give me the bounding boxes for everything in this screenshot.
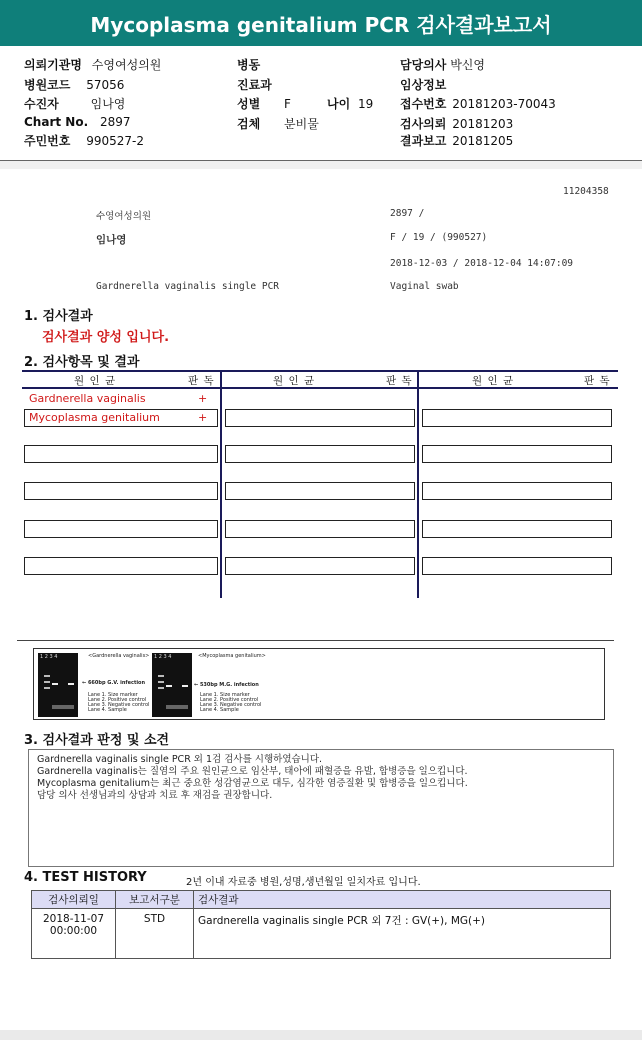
result-box xyxy=(24,482,218,500)
gel-left-band: 660bp G.V. infection xyxy=(87,680,146,686)
history-header-row xyxy=(32,891,611,909)
gel-right-legend-2: Lane 2. Positive control xyxy=(200,697,259,703)
dept-label: 진료과 xyxy=(237,78,272,92)
col-judge-3: 판 독 xyxy=(584,375,611,387)
col-pathogen-2: 원 인 균 xyxy=(273,375,316,387)
history-time: 00:00:00 xyxy=(49,925,98,937)
receipt-value: 20181203-70043 xyxy=(452,97,556,111)
gel-right-legend-4: Lane 4. Sample xyxy=(200,707,239,713)
specimen-value: 분비물 xyxy=(284,117,319,131)
result-box xyxy=(24,445,218,463)
age-label: 나이 xyxy=(327,97,351,111)
specimen-label: 검체 xyxy=(237,117,261,131)
gel-band xyxy=(158,675,164,677)
chart-label: Chart No. xyxy=(24,115,89,129)
table-top-rule xyxy=(22,370,618,372)
result-box xyxy=(422,557,612,575)
age-row xyxy=(327,95,373,112)
patient-row xyxy=(24,95,125,112)
print-dates: 2018-12-03 / 2018-12-04 14:07:09 xyxy=(390,258,574,269)
ward-label: 병동 xyxy=(237,58,261,72)
result-box xyxy=(225,520,415,538)
gel-band xyxy=(166,705,188,709)
ward-row xyxy=(237,56,260,73)
print-patient: 임나영 xyxy=(96,234,127,246)
gel-band xyxy=(158,687,164,689)
result-box xyxy=(225,445,415,463)
result-box xyxy=(422,445,612,463)
finding-line: Mycoplasma genitalium는 최근 중요한 성감염균으로 대두, 심각한 염증질환 및 합병증을 일으킵니다. xyxy=(37,778,468,789)
gel-left-title: <Gardnerella vaginalis> xyxy=(88,653,150,659)
request-row xyxy=(400,115,513,132)
finding-line: 담당 의사 선생님과의 상담과 치료 후 재검을 권장합니다. xyxy=(37,790,273,801)
receipt-row xyxy=(400,95,556,112)
report-row xyxy=(400,132,513,149)
result-box xyxy=(225,557,415,575)
gel-right-title: <Mycoplasma genitalium> xyxy=(198,653,266,659)
receipt-label: 접수번호 xyxy=(400,97,447,111)
table-row[interactable] xyxy=(32,909,611,959)
print-sex-age: F / 19 / (990527) xyxy=(390,232,488,243)
chart-row xyxy=(24,115,131,129)
chart-value: 2897 xyxy=(99,115,131,129)
history-col-type: 보고서구분 xyxy=(116,891,194,909)
sex-value: F xyxy=(284,97,291,111)
result-box xyxy=(225,482,415,500)
print-clinic: 수영여성의원 xyxy=(96,211,152,222)
item-result-2: + xyxy=(198,411,208,424)
section1-result: 검사결과 양성 입니다. xyxy=(42,330,170,345)
gel-image xyxy=(33,648,605,720)
result-box xyxy=(422,482,612,500)
gel-band xyxy=(182,685,188,687)
report-label: 결과보고 xyxy=(400,134,447,148)
col-pathogen-3: 원 인 균 xyxy=(472,375,515,387)
gel-left-legend-4: Lane 4. Sample xyxy=(88,707,127,713)
doctor-value: 박신영 xyxy=(450,58,485,72)
clinical-row xyxy=(400,76,446,93)
gel-right-band-label: ← 530bp M.G. infection xyxy=(194,682,259,688)
item-name-1: Gardnerella vaginalis xyxy=(29,392,146,405)
sex-label: 성별 xyxy=(237,97,261,111)
gel-band xyxy=(44,687,50,689)
print-chart: 2897 / xyxy=(390,208,425,219)
gel-left-legend-1: Lane 1. Size marker xyxy=(88,692,138,698)
history-col-result: 검사결과 xyxy=(194,891,611,909)
section4-title: 4. TEST HISTORY xyxy=(24,870,147,885)
id-label: 주민번호 xyxy=(24,134,71,148)
gel-right-legend-3: Lane 3. Negative control xyxy=(200,702,262,708)
gel-band xyxy=(44,675,50,677)
patient-label: 수진자 xyxy=(24,97,59,111)
gel-band xyxy=(52,683,58,685)
institution-label: 의뢰기관명 xyxy=(24,58,82,72)
item-name-2: Mycoplasma genitalium xyxy=(29,411,160,424)
gel-band xyxy=(166,685,172,687)
section1-title: 1. 검사결과 xyxy=(24,309,93,324)
print-test: Gardnerella vaginalis single PCR xyxy=(96,281,280,292)
history-table xyxy=(31,890,611,959)
result-box xyxy=(24,557,218,575)
section-divider xyxy=(17,640,614,641)
print-code: 11204358 xyxy=(563,186,609,197)
history-date: 2018-11-07 xyxy=(42,913,105,925)
doctor-label: 담당의사 xyxy=(400,58,447,72)
report-title: Mycoplasma genitalium PCR 검사결과보고서 xyxy=(0,0,642,46)
request-label: 검사의뢰 xyxy=(400,117,447,131)
gel-band xyxy=(52,705,74,709)
request-value: 20181203 xyxy=(452,117,514,131)
report-value: 20181205 xyxy=(452,134,514,148)
gel-electrophoresis-right xyxy=(152,653,192,717)
result-box xyxy=(422,409,612,427)
specimen-row xyxy=(237,115,319,132)
patient-value: 임나영 xyxy=(90,97,126,111)
page-bottom-band xyxy=(0,1030,642,1040)
gel-left-band-label: ← 660bp G.V. infection xyxy=(82,680,146,686)
age-value: 19 xyxy=(358,97,374,111)
clinical-label: 임상정보 xyxy=(400,78,447,92)
hospital-code-row xyxy=(24,76,124,93)
gel-right-legend-1: Lane 1. Size marker xyxy=(200,692,250,698)
dept-row xyxy=(237,76,272,93)
print-specimen: Vaginal swab xyxy=(390,281,459,292)
id-row xyxy=(24,132,144,149)
gel-right-band: 530bp M.G. infection xyxy=(199,682,259,688)
result-box xyxy=(422,520,612,538)
header-shadow xyxy=(0,161,642,169)
section3-title: 3. 검사결과 판정 및 소견 xyxy=(24,733,170,748)
findings-box xyxy=(28,749,614,867)
column-divider-2 xyxy=(417,370,419,598)
gel-left-legend-2: Lane 2. Positive control xyxy=(88,697,147,703)
col-pathogen-1: 원 인 균 xyxy=(74,375,117,387)
finding-line: Gardnerella vaginalis는 질염의 주요 원인균으로 임산부, 태아에 패혈증을 유발, 합병증을 일으킵니다. xyxy=(37,766,468,777)
column-divider-1 xyxy=(220,370,222,598)
doctor-row xyxy=(400,56,485,73)
gel-band xyxy=(158,681,164,683)
sex-row xyxy=(237,95,291,112)
result-box xyxy=(24,520,218,538)
institution-value: 수영여성의원 xyxy=(91,58,162,72)
gel-band xyxy=(44,681,50,683)
history-date-cell xyxy=(32,909,116,959)
history-result: Gardnerella vaginalis single PCR 외 7건 : GV(+), MG(+) xyxy=(194,909,611,959)
gel-left-legend-3: Lane 3. Negative control xyxy=(88,702,150,708)
id-value: 990527-2 xyxy=(86,134,144,148)
hospital-code-value: 57056 xyxy=(86,78,125,92)
institution-row xyxy=(24,56,161,73)
gel-lanes-right: 1 2 3 4 xyxy=(154,654,172,660)
finding-line: Gardnerella vaginalis single PCR 외 1검 검사를 시행하였습니다. xyxy=(37,754,323,765)
col-judge-2: 판 독 xyxy=(386,375,413,387)
gel-electrophoresis-left xyxy=(38,653,78,717)
gel-band xyxy=(68,683,74,685)
section2-title: 2. 검사항목 및 결과 xyxy=(24,355,140,370)
gel-lanes-left: 1 2 3 4 xyxy=(40,654,58,660)
history-type: STD xyxy=(116,909,194,959)
item-result-1: + xyxy=(198,392,208,405)
history-col-date: 검사의뢰일 xyxy=(32,891,116,909)
hospital-code-label: 병원코드 xyxy=(24,78,71,92)
history-note: 2년 이내 자료중 병원,성명,생년월일 일치자료 입니다. xyxy=(186,877,421,888)
col-judge-1: 판 독 xyxy=(188,375,215,387)
result-box xyxy=(225,409,415,427)
